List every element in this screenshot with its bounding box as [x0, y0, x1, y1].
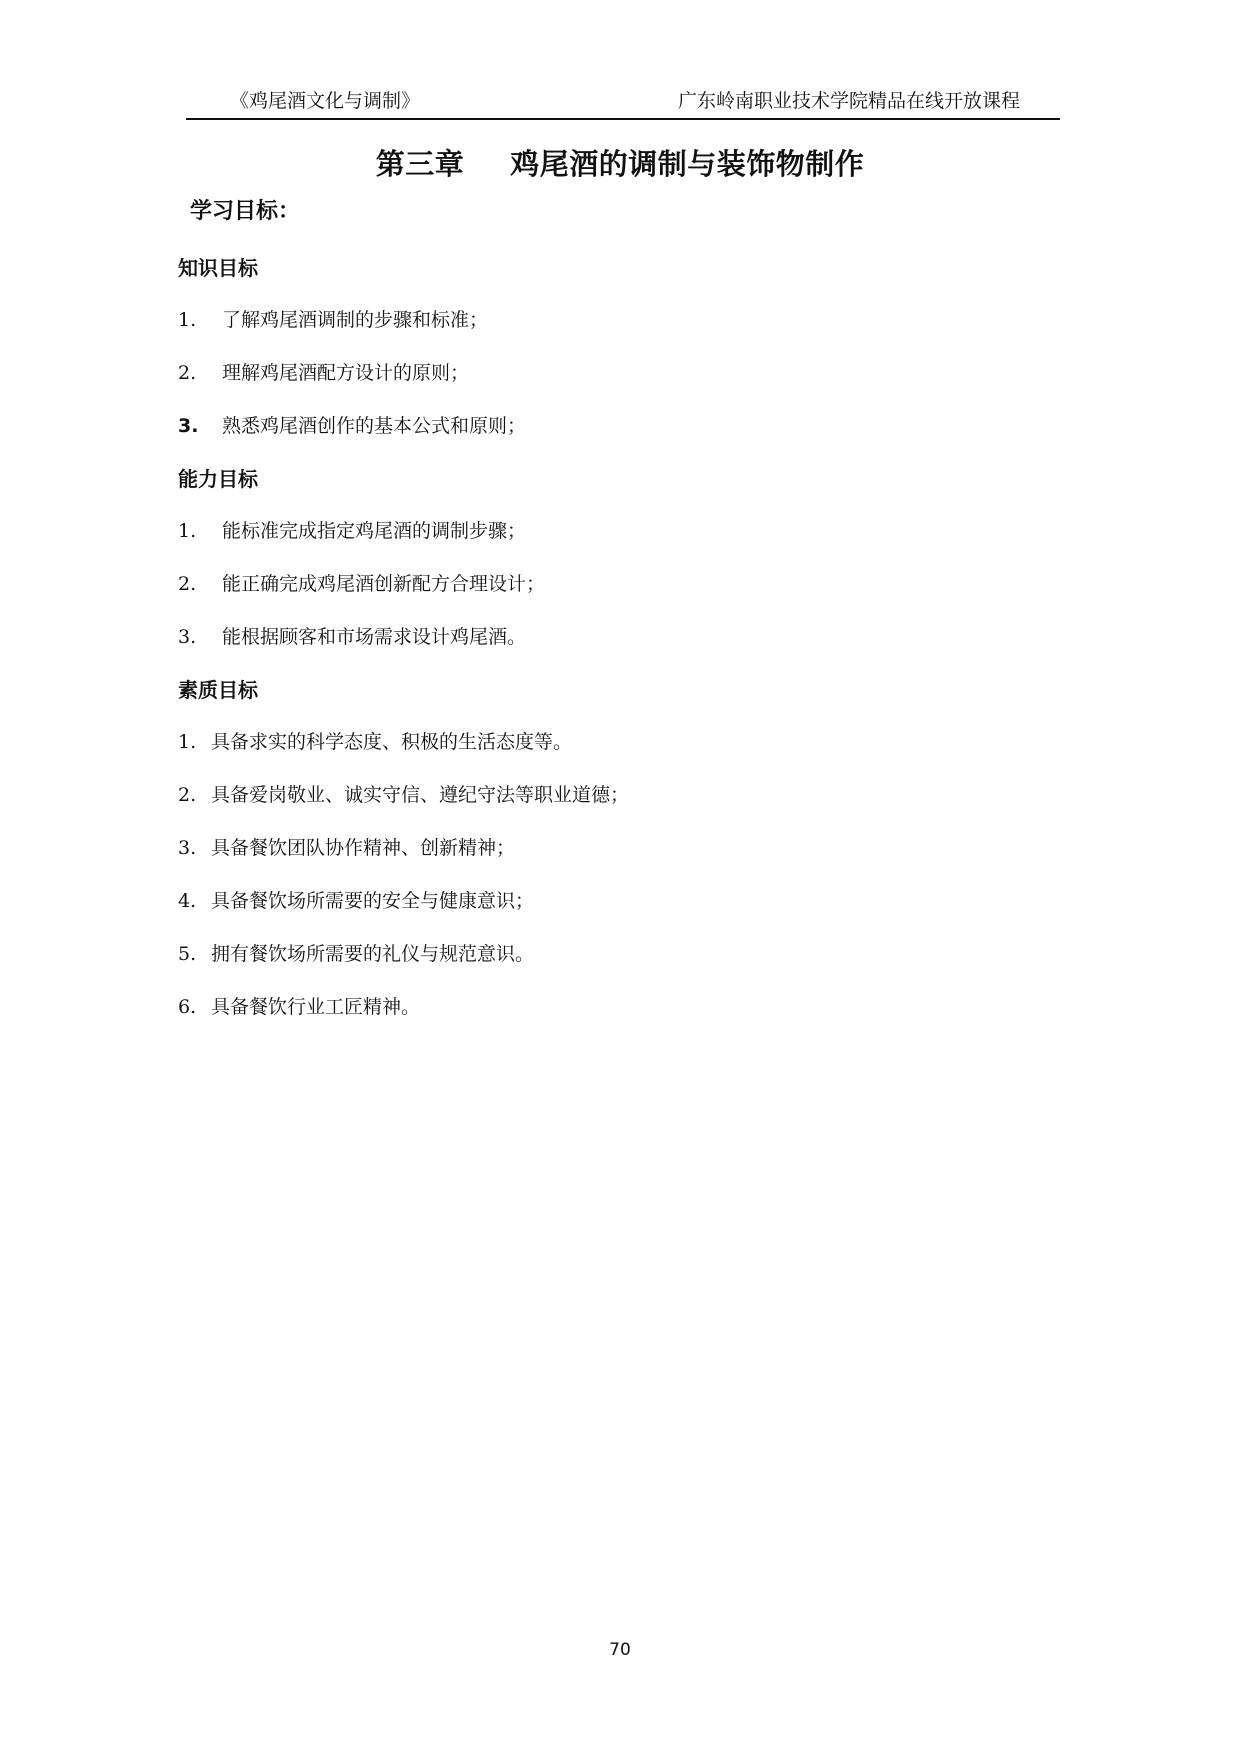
knowledge-item-2	[178, 360, 469, 386]
chapter-name: 鸡尾酒的调制与装饰物制作	[510, 147, 865, 181]
item-number: 6.	[178, 996, 197, 1018]
quality-item-4	[178, 888, 534, 914]
quality-item-6	[178, 994, 420, 1020]
knowledge-item-3	[178, 413, 526, 439]
quality-item-3	[178, 835, 515, 861]
chapter-title	[0, 144, 1240, 184]
item-number: 3.	[178, 626, 197, 648]
header-course-name: 广东岭南职业技术学院精品在线开放课程	[677, 90, 1020, 112]
item-text: 具备爱岗敬业、诚实守信、遵纪守法等职业道德；	[211, 784, 630, 806]
item-number: 2.	[178, 362, 197, 384]
item-text: 能标准完成指定鸡尾酒的调制步骤；	[222, 520, 527, 542]
item-text: 熟悉鸡尾酒创作的基本公式和原则；	[222, 415, 527, 437]
knowledge-objectives-heading: 知识目标	[178, 256, 258, 280]
item-number: 5.	[178, 943, 197, 965]
quality-item-5	[178, 941, 534, 967]
page-number: 70	[609, 1640, 631, 1660]
item-text: 具备求实的科学态度、积极的生活态度等。	[211, 731, 573, 753]
learning-objectives-heading: 学习目标：	[190, 199, 301, 224]
ability-item-1	[178, 518, 526, 544]
chapter-number: 第三章	[375, 147, 465, 181]
knowledge-item-1	[178, 307, 488, 333]
item-number: 1.	[178, 309, 197, 331]
item-number: 1.	[178, 731, 197, 753]
item-number: 1.	[178, 520, 197, 542]
header-book-title: 《鸡尾酒文化与调制》	[230, 90, 421, 112]
quality-objectives-heading: 素质目标	[178, 678, 258, 702]
item-text: 能正确完成鸡尾酒创新配方合理设计；	[222, 573, 546, 595]
item-number: 2.	[178, 784, 197, 806]
item-number: 4.	[178, 890, 197, 912]
quality-item-2	[178, 782, 629, 808]
item-text: 具备餐饮场所需要的安全与健康意识；	[211, 890, 535, 912]
ability-item-3	[178, 624, 526, 650]
item-text: 理解鸡尾酒配方设计的原则；	[222, 362, 470, 384]
item-number: 3.	[178, 837, 197, 859]
ability-objectives-heading: 能力目标	[178, 467, 258, 491]
ability-item-2	[178, 571, 545, 597]
item-number: 2.	[178, 573, 197, 595]
item-number: 3.	[178, 415, 199, 437]
item-text: 了解鸡尾酒调制的步骤和标准；	[222, 309, 489, 331]
item-text: 具备餐饮行业工匠精神。	[211, 996, 421, 1018]
quality-item-1	[178, 729, 572, 755]
page-header	[186, 84, 1060, 120]
item-text: 具备餐饮团队协作精神、创新精神；	[211, 837, 516, 859]
item-text: 能根据顾客和市场需求设计鸡尾酒。	[222, 626, 527, 648]
item-text: 拥有餐饮场所需要的礼仪与规范意识。	[211, 943, 535, 965]
